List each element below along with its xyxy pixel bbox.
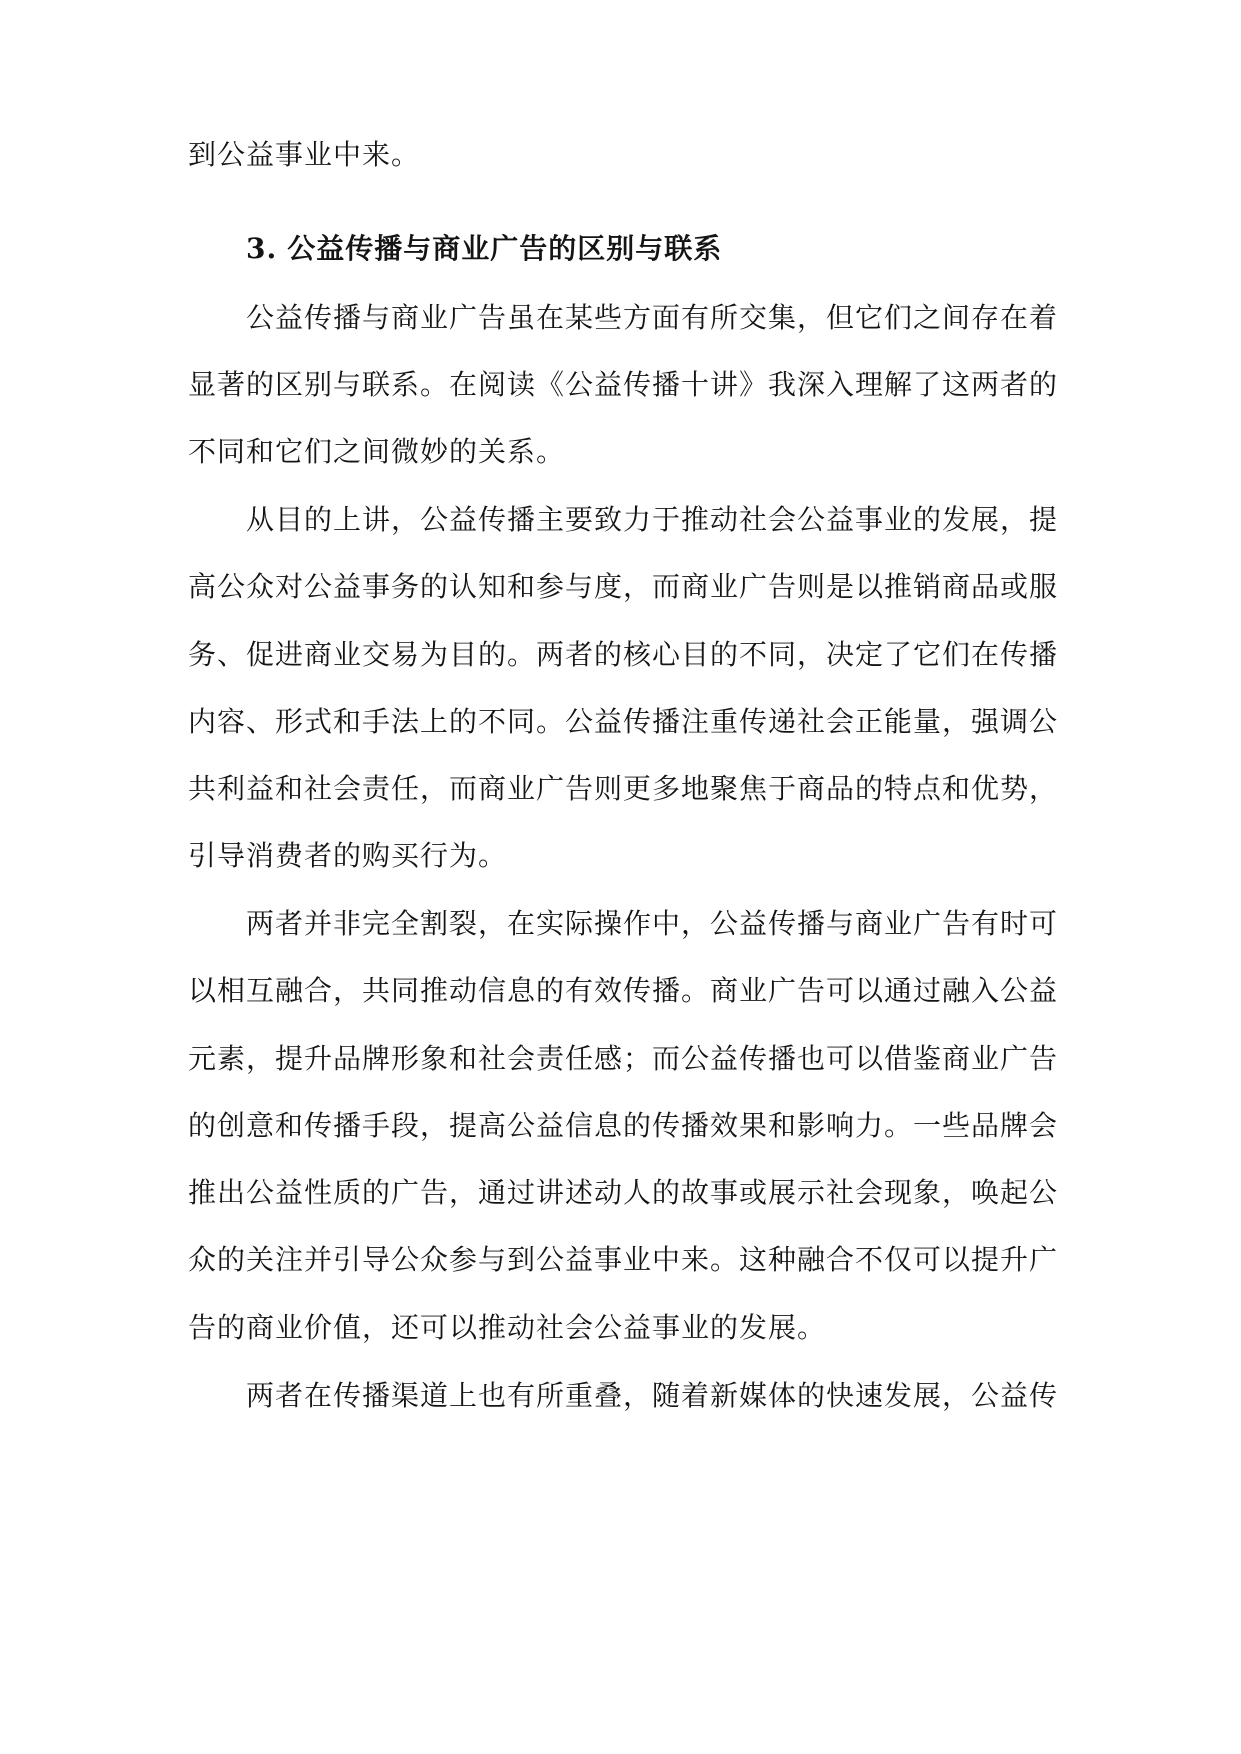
paragraph-line: 显著的区别与联系。在阅读《公益传播十讲》我深入理解了这两者的 — [188, 368, 1059, 401]
paragraph-line: 两者并非完全割裂，在实际操作中，公益传播与商业广告有时可 — [246, 907, 1059, 940]
paragraph-line: 公益传播与商业广告虽在某些方面有所交集，但它们之间存在着 — [246, 301, 1059, 334]
intro-line: 到公益事业中来。 — [188, 138, 421, 171]
paragraph-line: 不同和它们之间微妙的关系。 — [188, 435, 566, 468]
paragraph-line: 的创意和传播手段，提高公益信息的传播效果和影响力。一些品牌会 — [188, 1109, 1059, 1142]
paragraph-line: 引导消费者的购买行为。 — [188, 839, 508, 872]
paragraph-line: 内容、形式和手法上的不同。公益传播注重传递社会正能量，强调公 — [188, 705, 1059, 738]
paragraph-line: 从目的上讲，公益传播主要致力于推动社会公益事业的发展，提 — [246, 503, 1059, 536]
paragraph-line: 元素，提升品牌形象和社会责任感；而公益传播也可以借鉴商业广告 — [188, 1042, 1059, 1075]
section-title: 公益传播与商业广告的区别与联系 — [287, 232, 723, 265]
paragraph-line: 高公众对公益事务的认知和参与度，而商业广告则是以推销商品或服 — [188, 570, 1059, 603]
paragraph-line: 两者在传播渠道上也有所重叠，随着新媒体的快速发展，公益传 — [246, 1379, 1059, 1412]
section-heading — [246, 229, 722, 269]
paragraph-line: 众的关注并引导公众参与到公益事业中来。这种融合不仅可以提升广 — [188, 1243, 1059, 1276]
paragraph-line: 共利益和社会责任，而商业广告则更多地聚焦于商品的特点和优势， — [188, 772, 1059, 805]
section-number: 3. — [246, 232, 278, 265]
paragraph-line: 务、促进商业交易为目的。两者的核心目的不同，决定了它们在传播 — [188, 638, 1059, 671]
paragraph-line: 告的商业价值，还可以推动社会公益事业的发展。 — [188, 1311, 827, 1344]
paragraph-line: 以相互融合，共同推动信息的有效传播。商业广告可以通过融入公益 — [188, 974, 1059, 1007]
paragraph-line: 推出公益性质的广告，通过讲述动人的故事或展示社会现象，唤起公 — [188, 1176, 1059, 1209]
